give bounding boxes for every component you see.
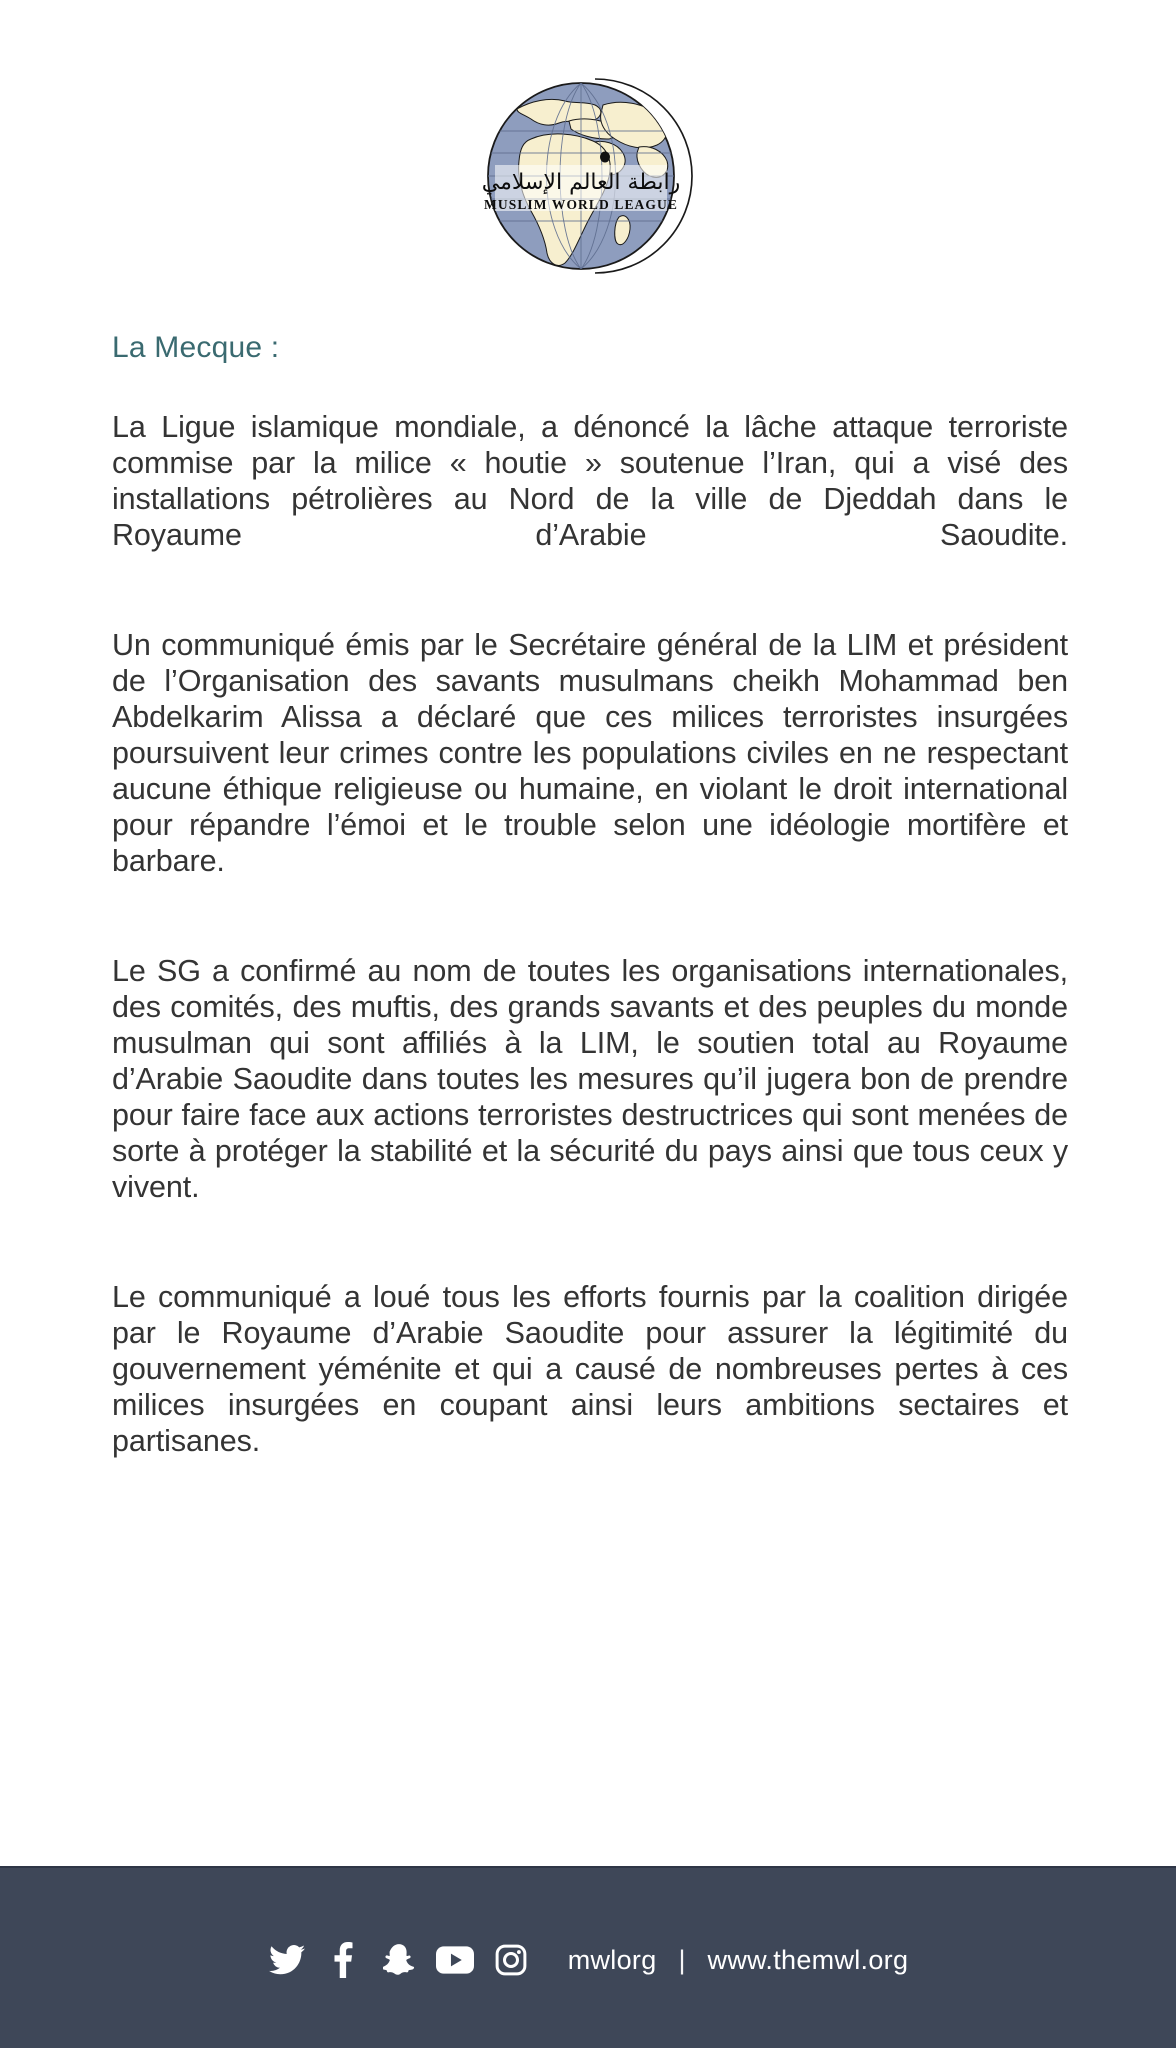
muslim-world-league-logo: [473, 61, 703, 291]
youtube-icon[interactable]: [436, 1941, 474, 1979]
twitter-icon[interactable]: [268, 1941, 306, 1979]
paragraph-1: La Ligue islamique mondiale, a dénoncé la lâche attaque terroriste commise par la milice « houtie » soutenue l’Iran, qui a visé des installations pétrolières au Nord de la ville de Djeddah dans le Royaume d’Arabie Saoudite.: [112, 410, 1068, 552]
logo-english-title: MUSLIM WORLD LEAGUE: [484, 197, 678, 212]
paragraph-3: Le SG a confirmé au nom de toutes les organisations internationales, des comités, des muftis, des grands savants et des peuples du monde musulman qui sont affiliés à la LIM, le soutien total au Royaume d’Arabie Saoudite dans toutes les mesures qu’il jugera bon de prendre pour faire face aux actions terroristes destructrices qui sont menées de sorte à protéger la stabilité et la sécurité du pays ainsi que tous ceux y vivent.: [112, 953, 1068, 1204]
paragraph-4: Le communiqué a loué tous les efforts fournis par la coalition dirigée par le Royaume d’Arabie Saoudite pour assurer la légitimité du gouvernement yéménite et qui a causé de nombreuses pertes à ces milices insurgées en coupant ainsi leurs ambitions sectaires et partisanes.: [112, 1279, 1068, 1458]
website-link[interactable]: www.themwl.org: [707, 1944, 909, 1975]
instagram-icon[interactable]: [492, 1941, 530, 1979]
social-links: [268, 1941, 530, 1979]
page-footer: [0, 1866, 1176, 2048]
press-release-body: [0, 330, 1176, 1866]
paragraph-2: Un communiqué émis par le Secrétaire général de la LIM et président de l’Organisation des savants musulmans cheikh Mohammad ben Abdelkarim Alissa a déclaré que ces milices terroristes insurgées poursuivent leur crimes contre les populations civiles en ne respectant aucune éthique religieuse ou humaine, en violant le droit international pour répandre l’émoi et le trouble selon une idéologie mortifère et barbare.: [112, 627, 1068, 878]
logo-arabic-title: رابطة العالم الإسلامي: [481, 170, 681, 195]
footer-separator: |: [678, 1944, 686, 1975]
dateline: La Mecque :: [112, 331, 280, 364]
social-handle: mwlorg: [567, 1944, 657, 1975]
snapchat-icon[interactable]: [380, 1941, 418, 1979]
facebook-icon[interactable]: [324, 1941, 362, 1979]
kaaba-marker: [600, 152, 610, 163]
logo-header: [0, 0, 1176, 330]
